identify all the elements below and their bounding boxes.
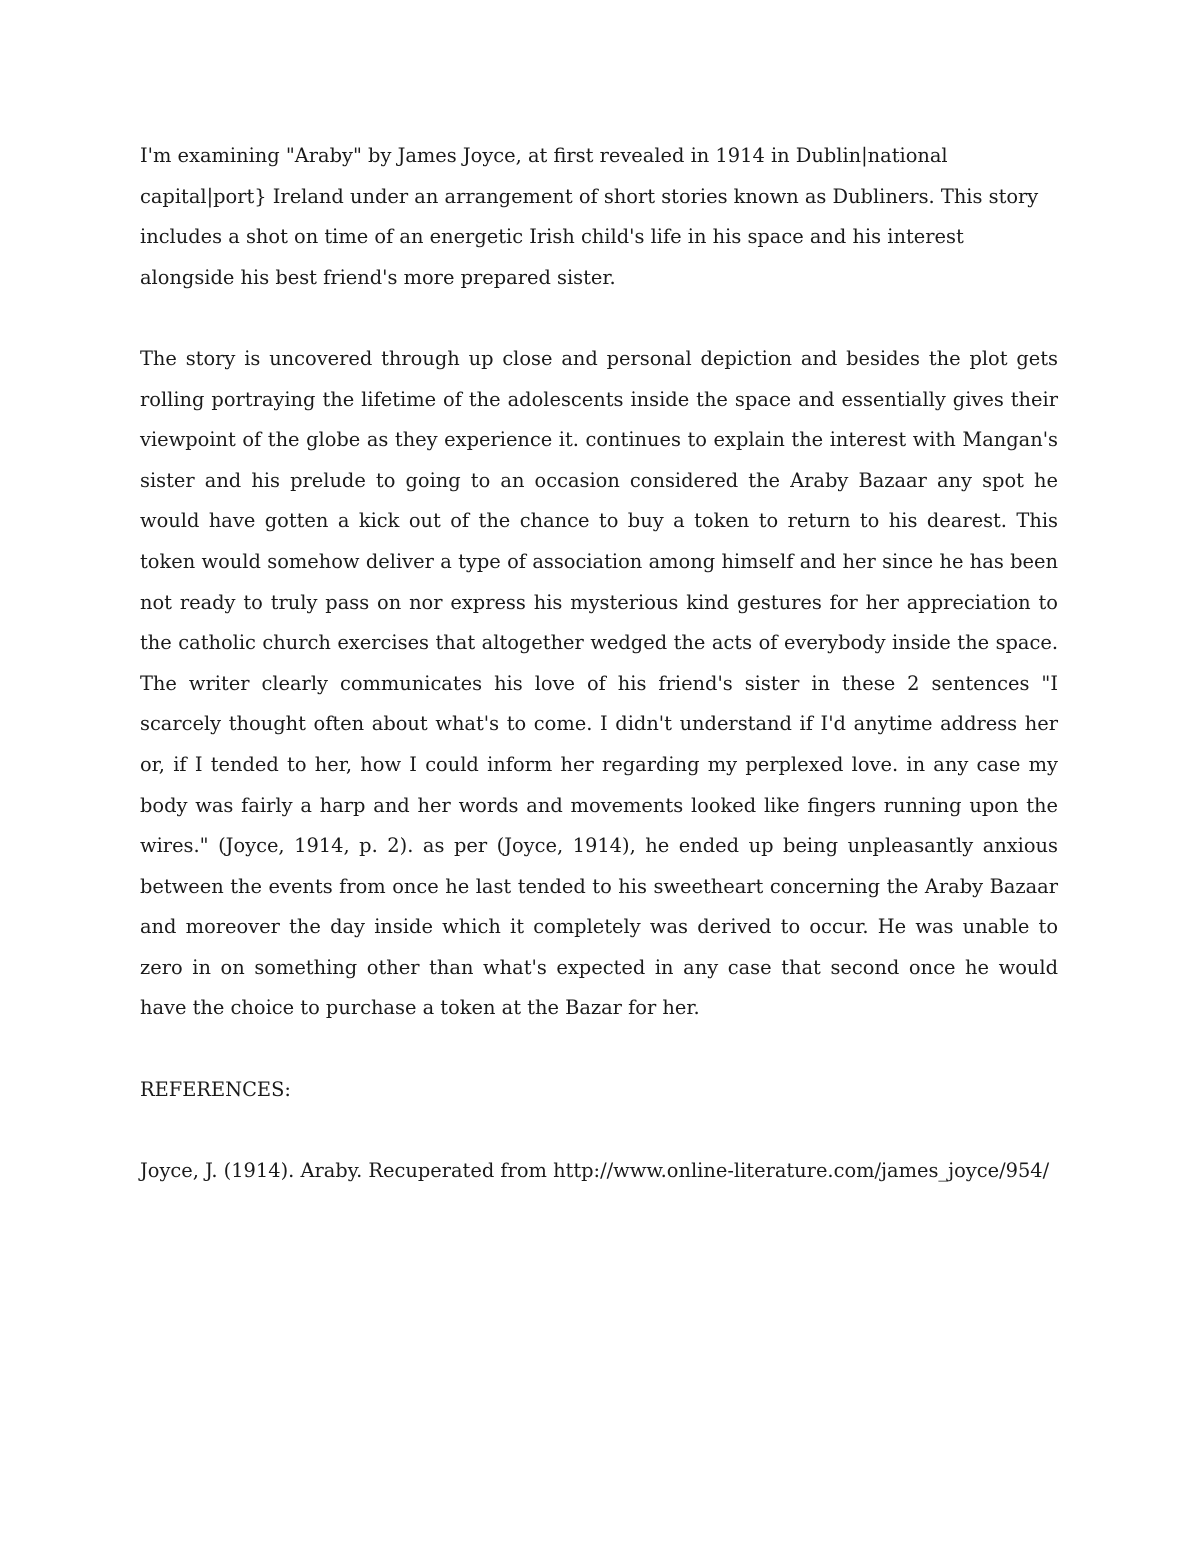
reference-entry: Joyce, J. (1914). Araby. Recuperated from http://www.online-literature.com/james_joyce/954/ bbox=[140, 1158, 1050, 1182]
document-body bbox=[140, 136, 1058, 1191]
analysis-paragraph: The story is uncovered through up close and personal depiction and besides the plot gets rolling portraying the lifetime of the adolescents inside the space and essentially gives their viewpoint of the globe as they experience it. continues to explain the interest with Mangan's sister and his prelude to going to an occasion considered the Araby Bazaar any spot he would have gotten a kick out of the chance to buy a token to return to his dearest. This token would somehow deliver a type of association among himself and her since he has been not ready to truly pass on nor express his mysterious kind gestures for her appreciation to the catholic church exercises that altogether wedged the acts of everybody inside the space. The writer clearly communicates his love of his friend's sister in these 2 sentences "I scarcely thought often about what's to come. I didn't understand if I'd anytime address her or, if I tended to her, how I could inform her regarding my perplexed love. in any case my body was fairly a harp and her words and movements looked like fingers running upon the wires." (Joyce, 1914, p. 2). as per (Joyce, 1914), he ended up being unpleasantly anxious between the events from once he last tended to his sweetheart concerning the Araby Bazaar and moreover the day inside which it completely was derived to occur. He was unable to zero in on something other than what's expected in any case that second once he would have the choice to purchase a token at the Bazar for her. bbox=[140, 346, 1058, 1020]
intro-paragraph: I'm examining "Araby" by James Joyce, at first revealed in 1914 in Dublin|national capital|port} Ireland under an arrangement of short stories known as Dubliners. This story includes a shot on time of an energetic Irish child's life in his space and his interest alongside his best friend's more prepared sister. bbox=[140, 144, 1039, 289]
references-heading: REFERENCES: bbox=[140, 1077, 291, 1101]
